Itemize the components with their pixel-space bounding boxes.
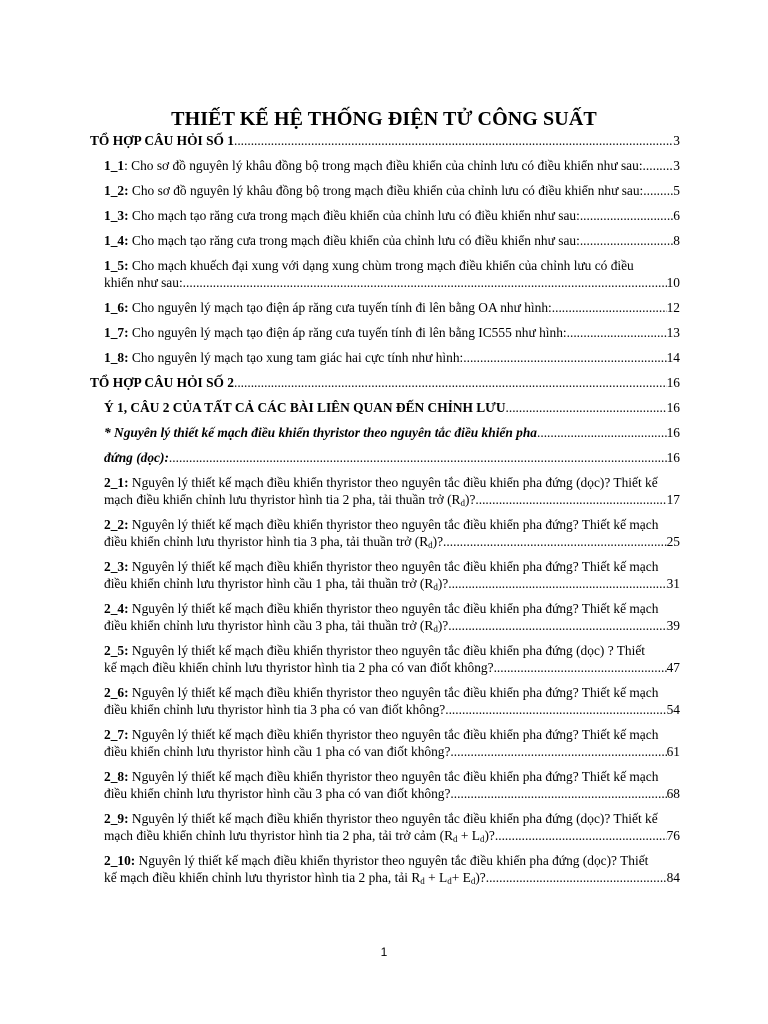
document-title: THIẾT KẾ HỆ THỐNG ĐIỆN TỬ CÔNG SUẤT <box>171 108 597 130</box>
toc-entry-text <box>104 232 580 249</box>
toc-entry-code: 2_5: <box>104 643 129 658</box>
toc-entry-title-continued: + L <box>424 870 448 885</box>
toc-entry-title-continued: )? <box>437 618 449 633</box>
toc-entry[interactable] <box>90 232 680 249</box>
toc-entry-title-continued: )? <box>475 870 486 885</box>
toc-entry[interactable] <box>90 516 680 550</box>
toc-entry[interactable] <box>90 157 680 174</box>
toc-page-number: 16 <box>666 375 680 390</box>
toc-entry-text-continued <box>104 533 443 550</box>
toc-entry-title-continued: khiển như sau: <box>104 275 183 290</box>
toc-entry[interactable] <box>90 642 680 676</box>
subscript: d <box>420 876 425 886</box>
dot-leader <box>169 449 667 466</box>
toc-entry-code: 1_4: <box>104 233 129 248</box>
toc-page-number: 54 <box>666 702 680 717</box>
toc-entry-text <box>104 685 658 700</box>
toc-entry-text <box>104 207 580 224</box>
toc-entry-title: Nguyên lý thiết kế mạch điều khiển thyristor theo nguyên tắc điều khiển pha đứng (dọc)? Thiết kế <box>128 811 658 826</box>
dot-leader <box>552 299 667 316</box>
toc-entry-title-continued: mạch điều khiển chỉnh lưu thyristor hình tia 2 pha, tải trở cảm (R <box>104 828 454 843</box>
toc-entry-title: : Cho sơ đồ nguyên lý khâu đồng bộ trong mạch điều khiển của chỉnh lưu có điều khiển như sau: <box>124 158 643 173</box>
toc-entry-text <box>104 559 658 574</box>
toc-entry-text-continued <box>104 743 450 760</box>
toc-entry[interactable] <box>90 349 680 366</box>
dot-leader <box>643 182 673 199</box>
dot-leader <box>643 157 674 174</box>
toc-entry-text-continued <box>104 659 494 676</box>
toc-entry-title-continued: )? <box>437 576 449 591</box>
toc-page-number: 17 <box>666 492 680 507</box>
toc-page-number: 47 <box>666 660 680 675</box>
toc-page-number: 84 <box>666 870 680 885</box>
toc-entry-code: 2_8: <box>104 769 129 784</box>
toc-entry-code: 2_2: <box>104 517 129 532</box>
toc-entry-title: Cho nguyên lý mạch tạo điện áp răng cưa tuyến tính đi lên bằng OA như hình: <box>128 300 552 315</box>
toc-page-number: 61 <box>666 744 680 759</box>
toc-entry-text <box>104 517 658 532</box>
toc-entry-title: TỔ HỢP CÂU HỎI SỐ 1 <box>90 133 234 148</box>
toc-entry-title: Nguyên lý thiết kế mạch điều khiển thyristor theo nguyên tắc điều khiển pha đứng? Thiết kế mạch <box>128 601 659 616</box>
dot-leader <box>448 617 666 634</box>
toc-entry-text <box>104 601 658 616</box>
toc-page-number: 16 <box>666 425 680 440</box>
dot-leader <box>183 274 667 291</box>
toc-entry[interactable] <box>90 852 680 886</box>
toc-entry-title: Nguyên lý thiết kế mạch điều khiển thyristor theo nguyên tắc điều khiển pha đứng? Thiết kế mạch <box>128 769 659 784</box>
toc-entry[interactable] <box>90 257 680 291</box>
toc-page-number: 3 <box>673 133 680 148</box>
toc-page-number: 10 <box>666 275 680 290</box>
toc-entry-title: Nguyên lý thiết kế mạch điều khiển thyristor theo nguyên tắc điều khiển pha đứng (dọc) ? Thiết <box>128 643 646 658</box>
toc-entry-text-continued <box>104 869 486 886</box>
toc-entry-code: 1_2: <box>104 183 129 198</box>
dot-leader <box>450 785 666 802</box>
toc-entry-code: 2_7: <box>104 727 129 742</box>
toc-entry-text-continued <box>104 701 445 718</box>
toc-entry-title: đứng (dọc): <box>104 450 169 465</box>
toc-entry[interactable] <box>90 684 680 718</box>
toc-entry-title-continued: điều khiển chỉnh lưu thyristor hình cầu 3 pha, tải thuần trở (R <box>104 618 434 633</box>
toc-entry-text-continued <box>104 274 183 291</box>
dot-leader <box>443 533 667 550</box>
toc-entry-text <box>90 132 234 149</box>
subscript: d <box>453 834 458 844</box>
toc-entry-title-continued: + E <box>451 870 471 885</box>
toc-entry[interactable] <box>90 207 680 224</box>
toc-entry[interactable] <box>90 424 680 441</box>
toc-entry-text <box>104 399 506 416</box>
dot-leader <box>475 491 666 508</box>
toc-entry-text <box>104 475 658 490</box>
toc-entry-code: 1_6: <box>104 300 129 315</box>
toc-entry[interactable] <box>90 182 680 199</box>
subscript: d <box>460 498 465 508</box>
toc-entry[interactable] <box>90 449 680 466</box>
toc-entry-text <box>104 853 648 868</box>
dot-leader <box>234 374 667 391</box>
toc-entry-code: 1_3: <box>104 208 129 223</box>
toc-entry-code: 2_9: <box>104 811 129 826</box>
dot-leader <box>495 827 667 844</box>
subscript: d <box>479 834 485 844</box>
toc-entry[interactable] <box>90 726 680 760</box>
toc-entry[interactable] <box>90 374 680 391</box>
toc-entry-title: Nguyên lý thiết kế mạch điều khiển thyristor theo nguyên tắc điều khiển pha đứng (dọc)? Thiết kế <box>128 475 658 490</box>
toc-entry-text <box>104 324 567 341</box>
toc-entry[interactable] <box>90 324 680 341</box>
toc-page-number: 16 <box>666 400 680 415</box>
dot-leader <box>580 232 673 249</box>
toc-entry-title: Cho mạch tạo răng cưa trong mạch điều khiển của chỉnh lưu có điều khiển như sau: <box>128 208 580 223</box>
dot-leader <box>494 659 667 676</box>
toc-entry-code: 2_4: <box>104 601 129 616</box>
toc-entry[interactable] <box>90 810 680 844</box>
toc-entry-code: 1_7: <box>104 325 129 340</box>
toc-entry-title: Cho mạch khuếch đại xung với dạng xung chùm trong mạch điều khiển của chỉnh lưu có điều <box>128 258 634 273</box>
toc-entry-title: Nguyên lý thiết kế mạch điều khiển thyristor theo nguyên tắc điều khiển pha đứng? Thiết kế mạch <box>128 559 659 574</box>
dot-leader <box>448 575 666 592</box>
toc-entry[interactable] <box>90 299 680 316</box>
toc-entry-title: Cho mạch tạo răng cưa trong mạch điều khiển của chỉnh lưu có điều khiển như sau: <box>128 233 580 248</box>
toc-page-number: 68 <box>666 786 680 801</box>
table-of-contents <box>90 132 680 894</box>
toc-entry-title-continued: kế mạch điều khiển chỉnh lưu thyristor hình tia 2 pha, tải R <box>104 870 421 885</box>
toc-entry-text <box>104 258 634 273</box>
subscript: d <box>428 540 433 550</box>
dot-leader <box>234 132 673 149</box>
toc-entry-title: Cho nguyên lý mạch tạo xung tam giác hai cực tính như hình: <box>128 350 464 365</box>
toc-page-number: 5 <box>673 183 680 198</box>
toc-entry-text-continued <box>104 575 448 592</box>
toc-entry-title-continued: điều khiển chỉnh lưu thyristor hình cầu 1 pha có van điốt không? <box>104 744 451 759</box>
toc-entry-text <box>104 299 552 316</box>
dot-leader <box>463 349 666 366</box>
subscript: d <box>447 876 452 886</box>
toc-page-number: 14 <box>666 350 680 365</box>
toc-entry-text-continued <box>104 827 495 844</box>
toc-entry-code: 2_10: <box>104 853 136 868</box>
subscript: d <box>470 876 476 886</box>
toc-entry-title: Nguyên lý thiết kế mạch điều khiển thyristor theo nguyên tắc điều khiển pha đứng? Thiết kế mạch <box>128 685 659 700</box>
toc-entry[interactable] <box>90 474 680 508</box>
toc-entry-title: Nguyên lý thiết kế mạch điều khiển thyristor theo nguyên tắc điều khiển pha đứng? Thiết kế mạch <box>128 517 659 532</box>
dot-leader <box>567 324 667 341</box>
toc-entry-text-continued <box>104 785 450 802</box>
toc-entry-title: TỔ HỢP CÂU HỎI SỐ 2 <box>90 375 234 390</box>
toc-page-number: 13 <box>666 325 680 340</box>
toc-entry-text <box>104 811 658 826</box>
toc-entry-title-continued: kế mạch điều khiển chỉnh lưu thyristor hình tia 2 pha có van điốt không? <box>104 660 494 675</box>
toc-entry-code: 1_5: <box>104 258 129 273</box>
toc-entry-text <box>104 424 537 441</box>
toc-entry-text-continued <box>104 491 475 508</box>
toc-entry-title: Cho sơ đồ nguyên lý khâu đồng bộ trong mạch điều khiển của chỉnh lưu có điều khiển như sau: <box>128 183 644 198</box>
toc-entry-title: Cho nguyên lý mạch tạo điện áp răng cưa tuyến tính đi lên bằng IC555 như hình: <box>128 325 567 340</box>
toc-entry-title-continued: mạch điều khiển chỉnh lưu thyristor hình tia 2 pha, tải thuần trở (R <box>104 492 461 507</box>
page-number: 1 <box>380 945 388 959</box>
toc-entry-title-continued: )? <box>484 828 495 843</box>
dot-leader <box>506 399 667 416</box>
toc-entry-text <box>104 449 169 466</box>
subscript: d <box>433 582 438 592</box>
toc-entry[interactable] <box>90 600 680 634</box>
toc-entry[interactable] <box>90 558 680 592</box>
toc-entry-code: 2_6: <box>104 685 129 700</box>
toc-entry-text-continued <box>104 617 448 634</box>
toc-page-number: 39 <box>666 618 680 633</box>
dot-leader <box>580 207 673 224</box>
toc-page-number: 8 <box>673 233 680 248</box>
toc-entry-text <box>104 157 643 174</box>
toc-entry[interactable] <box>90 399 680 416</box>
dot-leader <box>445 701 666 718</box>
toc-entry-title-continued: điều khiển chỉnh lưu thyristor hình cầu 1 pha, tải thuần trở (R <box>104 576 434 591</box>
toc-entry-text <box>104 643 645 658</box>
toc-entry-title: * Nguyên lý thiết kế mạch điều khiển thyristor theo nguyên tắc điều khiển pha <box>104 425 537 440</box>
toc-entry-title-continued: )? <box>432 534 444 549</box>
toc-page-number: 76 <box>666 828 680 843</box>
toc-entry[interactable] <box>90 768 680 802</box>
toc-page-number: 6 <box>673 208 680 223</box>
toc-entry-code: 2_3: <box>104 559 129 574</box>
toc-entry-text <box>90 374 234 391</box>
toc-entry-code: 1_8: <box>104 350 129 365</box>
subscript: d <box>433 624 438 634</box>
toc-entry-text <box>104 769 658 784</box>
toc-page-number: 25 <box>666 534 680 549</box>
toc-page-number: 3 <box>673 158 680 173</box>
toc-entry[interactable] <box>90 132 680 149</box>
toc-entry-text <box>104 182 643 199</box>
dot-leader <box>537 424 667 441</box>
toc-entry-title-continued: điều khiển chỉnh lưu thyristor hình cầu 3 pha có van điốt không? <box>104 786 451 801</box>
dot-leader <box>486 869 667 886</box>
toc-entry-text <box>104 349 463 366</box>
toc-entry-text <box>104 727 658 742</box>
toc-page-number: 12 <box>666 300 680 315</box>
toc-entry-code: 2_1: <box>104 475 129 490</box>
toc-entry-title-continued: + L <box>457 828 480 843</box>
toc-entry-title: Nguyên lý thiết kế mạch điều khiển thyristor theo nguyên tắc điều khiển pha đứng? Thiết kế mạch <box>128 727 659 742</box>
toc-entry-title-continued: )? <box>464 492 476 507</box>
toc-page-number: 31 <box>666 576 680 591</box>
toc-entry-title: Ý 1, CÂU 2 CỦA TẤT CẢ CÁC BÀI LIÊN QUAN ĐẾN CHỈNH LƯU <box>104 400 506 415</box>
toc-page-number: 16 <box>666 450 680 465</box>
toc-entry-title: Nguyên lý thiết kế mạch điều khiển thyristor theo nguyên tắc điều khiển pha đứng (dọc)? Thiết <box>135 853 649 868</box>
dot-leader <box>450 743 666 760</box>
toc-entry-title-continued: điều khiển chỉnh lưu thyristor hình tia 3 pha có van điốt không? <box>104 702 446 717</box>
toc-entry-code: 1_1 <box>104 158 125 173</box>
toc-entry-title-continued: điều khiển chỉnh lưu thyristor hình tia 3 pha, tải thuần trở (R <box>104 534 429 549</box>
